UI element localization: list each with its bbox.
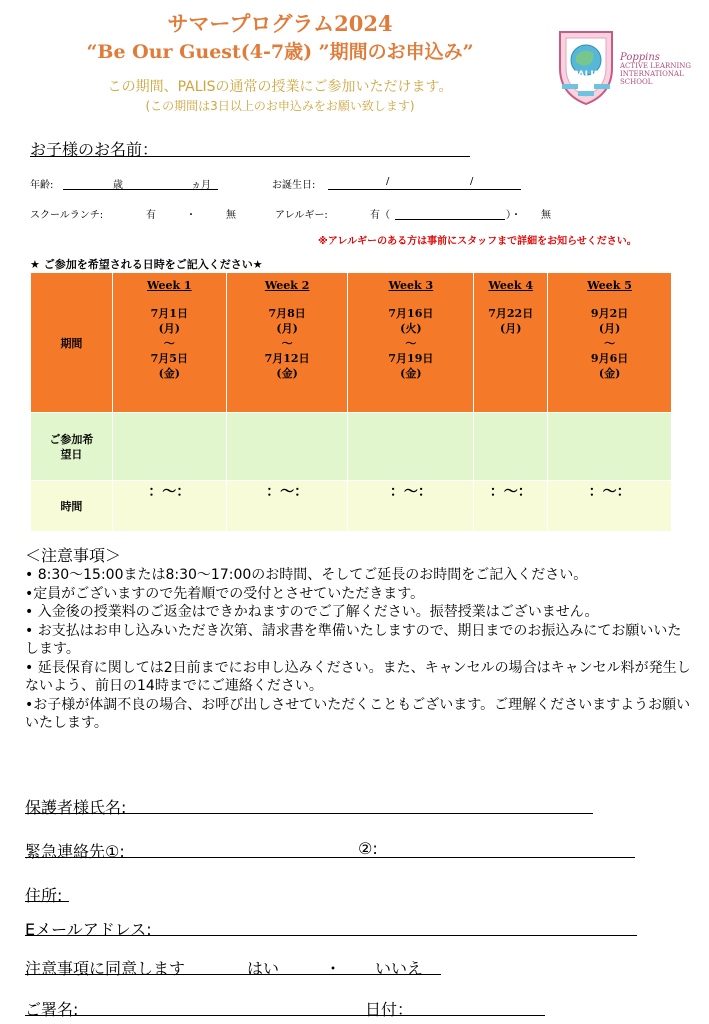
allergy-label: アレルギー: <box>275 210 328 221</box>
signature-label: ご署名: <box>25 1000 79 1019</box>
note-item: • 延長保育に関しては2日前までにお申し込みください。また、キャンセルの場合はキャンセル料が発生しないよう、前日の14時までにご連絡ください。 <box>25 659 691 694</box>
emergency-contact2-label: ②: <box>358 839 378 858</box>
period-title: “Be Our Guest(4-7歳) ”期間のお申込み” <box>86 41 474 63</box>
lunch-no-option[interactable]: 無 <box>226 210 236 221</box>
logo-line2: INTERNATIONAL SCHOOL <box>620 70 684 86</box>
week-name: Week 5 <box>587 279 632 292</box>
address-field[interactable] <box>25 901 69 902</box>
week-cell <box>474 273 548 413</box>
lunch-yes-option[interactable]: 有 <box>146 210 156 221</box>
note-item: • 入金後の授業料のご返金はできかねますのでご了解ください。振替授業はございません。 <box>25 604 599 620</box>
week-name: Week 2 <box>264 279 310 292</box>
notes-title: ＜注意事項＞ <box>25 546 122 565</box>
schedule-table <box>30 272 672 532</box>
week-name: Week 3 <box>388 279 434 292</box>
time-cell[interactable]: ：〜： <box>548 481 672 532</box>
agree-yes-option[interactable]: はい <box>247 959 280 978</box>
agree-field-line <box>25 974 441 975</box>
time-cell[interactable]: ：〜： <box>226 481 348 532</box>
participation-cell[interactable] <box>226 413 348 481</box>
logo-line1: ACTIVE LEARNING <box>620 62 691 70</box>
schedule-heading: ★ ご参加を希望される日時をご記入ください★ <box>30 258 263 271</box>
time-label: 時間 <box>31 481 113 532</box>
notes-list <box>25 566 691 733</box>
logo-brand: Poppins <box>620 52 660 63</box>
note-item: •お子様が体調不良の場合、お呼び出しさせていただくこともございます。ご理解くださいますようお願いいたします。 <box>25 696 691 731</box>
participation-cell[interactable] <box>112 413 226 481</box>
agree-separator: ・ <box>325 959 342 978</box>
participation-cell[interactable] <box>348 413 474 481</box>
email-label: Eメールアドレス: <box>25 920 152 939</box>
participation-label-text: ご参加希望日 <box>49 432 94 461</box>
program-title: サマープログラム2024 <box>167 11 393 36</box>
logo-center-text: PALIS <box>571 70 601 80</box>
birthday-label: お誕生日: <box>272 180 316 191</box>
birthday-field[interactable] <box>328 189 521 190</box>
note-item: • お支払はお申し込みいただき次第、請求書を準備いたしますので、期日までのお振込みにてお願いいたします。 <box>25 622 682 657</box>
time-cell[interactable]: ：〜： <box>112 481 226 532</box>
participation-label <box>31 413 113 481</box>
logo-text <box>620 54 709 86</box>
email-field[interactable] <box>25 935 637 936</box>
signature-field[interactable] <box>25 1015 545 1016</box>
week-cell <box>348 273 474 413</box>
date-label: 日付： <box>365 1000 414 1019</box>
allergy-detail-field[interactable] <box>395 219 505 220</box>
week-dates: 7月16日 (火) 〜 7月19日 (金) <box>388 307 434 380</box>
time-cell[interactable]: ：〜： <box>348 481 474 532</box>
child-name-label: お子様のお名前： <box>30 140 159 159</box>
subtitle-note: (この期間は3日以上のお申込みをお願い致します) <box>145 99 415 113</box>
agree-label: 注意事項に同意します <box>25 959 186 978</box>
subtitle-description: この期間、PALISの通常の授業にご参加いただけます。 <box>107 79 453 95</box>
participation-cell[interactable] <box>474 413 548 481</box>
palis-logo <box>556 28 616 106</box>
week-name: Week 4 <box>488 279 533 292</box>
note-item: •定員がございますので先着順での受付とさせていただきます。 <box>25 585 425 602</box>
period-label: 期間 <box>31 273 113 413</box>
agree-no-option[interactable]: いいえ <box>375 959 424 978</box>
address-label: 住所: <box>25 886 63 905</box>
week-dates: 7月8日 (月) 〜 7月12日 (金) <box>264 307 310 380</box>
allergy-close: ）・ <box>506 210 521 221</box>
lunch-separator: ・ <box>186 210 196 221</box>
emergency-contact-field[interactable] <box>25 857 635 858</box>
week-cell <box>112 273 226 413</box>
time-cell[interactable]: ：〜： <box>474 481 548 532</box>
week-name: Week 1 <box>147 279 192 292</box>
guardian-name-field[interactable] <box>25 813 593 814</box>
shield-logo-icon <box>556 28 616 106</box>
participation-cell[interactable] <box>548 413 672 481</box>
allergy-note: ※アレルギーのある方は事前にスタッフまで詳細をお知らせください。 <box>318 236 637 247</box>
week-dates: 7月1日 (月) 〜 7月5日 (金) <box>150 307 188 380</box>
guardian-name-label: 保護者様氏名: <box>25 798 127 817</box>
age-unit-years: 歳 <box>113 180 123 191</box>
allergy-yes-option[interactable]: 有（ <box>370 210 390 221</box>
birthday-sep-1: / <box>386 176 390 187</box>
period-row <box>31 273 672 413</box>
week-cell <box>548 273 672 413</box>
week-dates: 9月2日 (月) 〜 9月6日 (金) <box>590 307 629 380</box>
participation-row <box>31 413 672 481</box>
note-item: • 8:30〜15:00または8:30〜17:00のお時間、そしてご延長のお時間をご記入ください。 <box>25 567 588 583</box>
allergy-no-option[interactable]: 無 <box>541 210 551 221</box>
birthday-sep-2: / <box>470 176 474 187</box>
week-dates: 7月22日 (月) <box>488 307 534 335</box>
lunch-label: スクールランチ: <box>30 210 104 221</box>
week-cell <box>226 273 348 413</box>
age-label: 年齢: <box>30 180 54 191</box>
age-unit-months: ヵ月 <box>191 180 211 191</box>
child-name-field[interactable] <box>30 156 470 157</box>
time-row <box>31 481 672 532</box>
emergency-contact-label: 緊急連絡先①: <box>25 842 125 861</box>
